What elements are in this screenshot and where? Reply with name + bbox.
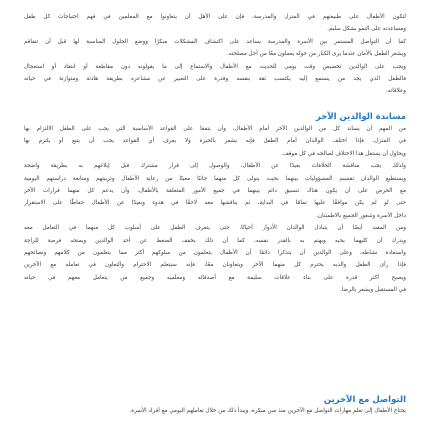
intro-line-4: ويشعر الطفل بالأمان عندما يرى الكبار من حوله يعملون معًا من أجل مصلحته. (227, 51, 406, 58)
intro-line-1: لتكون الأطفال على طبيعتهم في المنزل والمدرسة، فإن على الأهل أن يتعاونوا مع المعلمين في فهم احتياجات كل طفل (24, 14, 406, 20)
section1-line-1: من المهم أن يساند كل من الوالدين الآخر أمام الأطفال، وأن يتفقا على القواعد الأساسية التي يجب على الطفل الالتزام بها (24, 126, 406, 132)
intro-paragraph (24, 11, 406, 98)
section1-line-3: ويحاول أن يستغل هذا الاختلاف لصالحه في كل موقف. (281, 150, 406, 157)
section1-line-8: داخل الأسرة وشعور الجميع بالاطمئنان. (316, 212, 406, 219)
section-heading-communication: التواصل مع الآخرين (323, 395, 406, 405)
section1-line-2: في المنزل، فإذا اختلف الوالدان أمام الطفل فإنه يشعر بالحيرة ولا يعرف أي القواعد يجب أن يتبع أو يلتزم بها (24, 138, 406, 145)
section1-line-4: ولذلك يجب مناقشة الخلافات بعيدًا عن الأطفال، والوصول إلى قرار مشترك قبل إبلاغهم به بطريقة واضحة (24, 163, 406, 170)
section1-line-6: مع الحرص على أن يكون هناك تنسيق دائم بينهما في جميع الأمور المتعلقة بالأطفال، وأن يدعم كل منهما قرارات الآخر (24, 187, 406, 194)
intro-line-2: ومساعدته على النمو بشكل سليم. (327, 26, 406, 33)
section1-line-13: ويصبح أكثر قدرة على بناء علاقات سليمة مع أصدقائه ومعلميه وجميع من يتعامل معهم في حياته (24, 274, 406, 281)
section-body-communication (24, 405, 406, 417)
section2-line-1: يحتاج الأطفال إلى تعلم مهارات التواصل مع الآخرين منذ سن مبكرة، ويبدأ ذلك من خلال تعاملهم اليومي مع أفراد الأسرة. (129, 408, 406, 414)
section1-line-14: في المستقبل ويشعر بالرضا. (340, 287, 406, 294)
section1-line-11: واستعادة نشاطه، وعلى الوالدين أن يتذكرا دائمًا أن الأطفال يتعلمون من سلوكهم أكثر مما يتعلمون من كلامهم ونصائحهم (24, 249, 406, 256)
section-heading-parents-support: مساندة الوالدين الآخر (315, 112, 406, 122)
section1-line-12: فإذا رأى الطفل والديه يحترم كل منهما الآخر ويتعاونان معًا، فإنه سيتعلم الاحترام والتعاون في تعامله مع الآخرين (24, 262, 406, 269)
section1-line-10: ويدرك أن كليهما يحبه ويهتم به بالقدر نفسه، كما أن ذلك يخفف الضغط عن أحد الوالدين ويمنحه فرصة للراحة (24, 237, 406, 244)
section1-line-9: ومن المفيد أيضًا أن يتبادل الوالدان الأدوار أحيانًا، حتى يتعرف الطفل على أسلوب كل منهما في التعامل معه (24, 225, 406, 232)
section1-line-5: ويستطيع الوالدان تقسيم المسؤوليات بينهما بحيث يتولى كل منهما جانبًا معينًا من رعاية الأطفال وتربيتهم ومتابعة دراستهم اليومية (24, 175, 406, 182)
intro-line-5: ويجب على الوالدين تخصيص وقت يومي للحديث مع الأطفال والاستماع إلى ما يقولونه دون مقاطعة أو انتقاد أو استعجال (24, 63, 406, 70)
intro-line-6: فالطفل الذي يجد من يستمع إليه يكتسب ثقة بنفسه وقدرة على التعبير عن مشاعره بطريقة هادئة ومتوازنة في حياته (24, 75, 406, 82)
intro-line-7: وعلاقاته. (385, 88, 406, 95)
section-body-parents-support (24, 123, 406, 296)
intro-line-3: كما أن التواصل المستمر بين الأسرة والمدرسة يساعد على اكتشاف المشكلات مبكرًا ووضع الحلول المناسبة لها قبل أن تتفاقم (24, 38, 406, 45)
section1-line-7: حتى لو لم يكن موافقًا عليها تمامًا في البداية، ثم يناقشها معه لاحقًا في هدوء وبعيدًا عن الأطفال حفاظًا على الاستقرار (24, 200, 406, 207)
